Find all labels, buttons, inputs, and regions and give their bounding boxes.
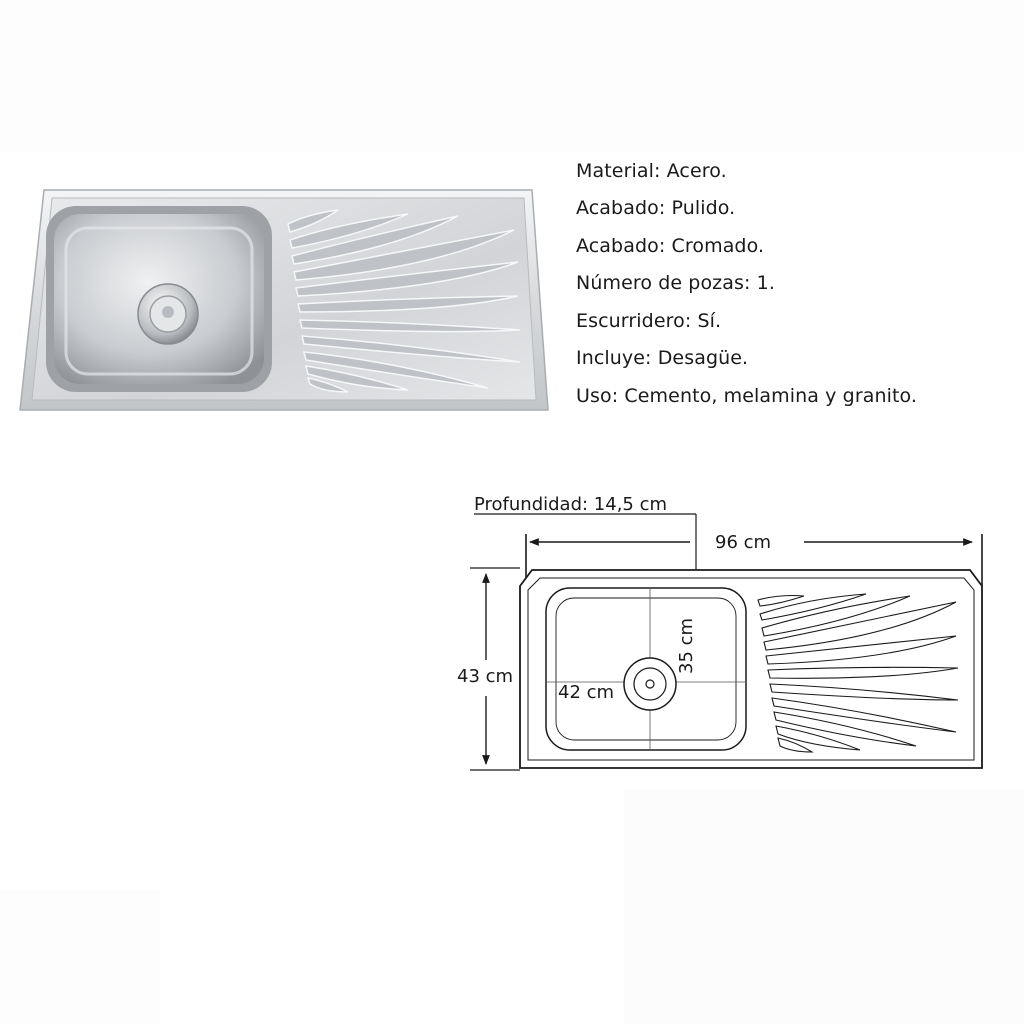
spec-label: Acabado (576, 197, 659, 220)
spec-label: Material (576, 159, 654, 182)
dimension-drawing (440, 470, 1024, 780)
spec-value: Acero. (666, 159, 727, 182)
spec-label: Número de pozas (576, 272, 745, 295)
spec-label: Uso (576, 384, 612, 407)
spec-item: Acabado : Cromado. (576, 234, 765, 257)
spec-item: Uso : Cemento, melamina y granito. (576, 384, 918, 407)
depth-label: Profundidad: 14,5 cm (474, 494, 668, 515)
background-band (624, 790, 1024, 1024)
spec-item: Número de pozas : 1. (576, 272, 775, 295)
spec-value: 1. (756, 272, 775, 295)
width-label: 96 cm (715, 532, 772, 553)
drain-outline (624, 658, 676, 710)
spec-value: Cromado. (671, 234, 765, 257)
spec-list (576, 152, 917, 415)
spec-value: Sí. (697, 309, 722, 332)
height-label: 43 cm (457, 666, 514, 687)
spec-item: Incluye : Desagüe. (576, 347, 749, 370)
spec-item: Material : Acero. (576, 159, 727, 182)
spec-label: Acabado (576, 234, 659, 257)
background-band (0, 890, 160, 1024)
bowl-height-label: 35 cm (676, 617, 697, 674)
spec-label: Escurridero (576, 309, 685, 332)
spec-item: Escurridero : Sí. (576, 309, 722, 332)
spec-value: Desagüe. (657, 347, 749, 370)
spec-item: Acabado : Pulido. (576, 197, 736, 220)
background-band (0, 0, 1024, 152)
spec-label: Incluye (576, 347, 646, 370)
sink-photo (18, 184, 554, 416)
bowl-width-label: 42 cm (558, 682, 615, 703)
spec-value: Pulido. (671, 197, 736, 220)
spec-value: Cemento, melamina y granito. (624, 384, 918, 407)
